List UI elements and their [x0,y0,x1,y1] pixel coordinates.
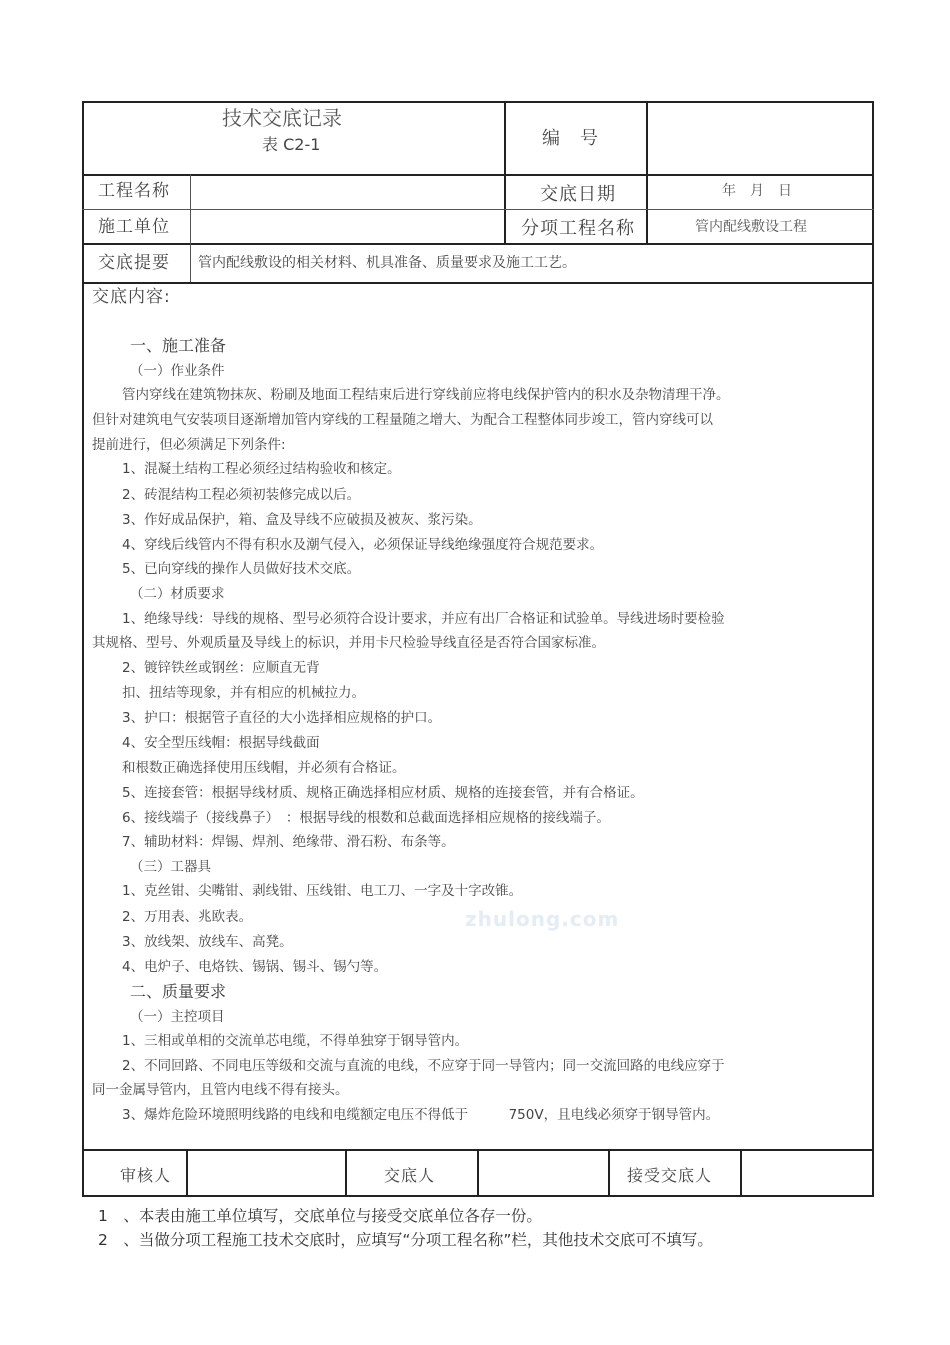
list-item: 3、爆炸危险环境照明线路的电线和电缆额定电压不得低于 750V，且电线必须穿于钢导管内。 [122,1107,720,1123]
date-value[interactable]: 年 月 日 [722,183,792,199]
section-heading: 二、质量要求 [130,982,227,1001]
paragraph-line: 同一金属导管内，且管内电线不得有接头。 [92,1082,349,1098]
paragraph-line: 其规格、型号、外观质量及导线上的标识，并用卡尺检验导线直径是否符合国家标准。 [92,635,605,651]
list-item: 4、穿线后线管内不得有积水及潮气侵入，必须保证导线绝缘强度符合规范要求。 [122,537,604,553]
info-row-line-1 [190,209,874,210]
info-label-divider [190,174,191,282]
form-title: 技术交底记录 [222,106,342,130]
form-code: 表 C2-1 [262,135,321,154]
list-item: 7、辅助材料：焊锡、焊剂、绝缘带、滑石粉、布条等。 [122,834,455,850]
summary-value[interactable]: 管内配线敷设的相关材料、机具准备、质量要求及施工工艺。 [198,255,576,271]
sig-divider-1 [186,1149,188,1197]
list-item: 2、不同回路、不同电压等级和交流与直流的电线，不应穿于同一导管内；同一交流回路的电线应穿于 [122,1058,725,1074]
list-item: 1、三相或单相的交流单芯电缆，不得单独穿于钢导管内。 [122,1033,469,1049]
list-item: 4、电炉子、电烙铁、锡锅、锡斗、锡勺等。 [122,959,388,975]
list-item: 1、克丝钳、尖嘴钳、剥线钳、压线钳、电工刀、一字及十字改锥。 [122,883,523,899]
sig-divider-5 [740,1149,742,1197]
list-item: 2、镀锌铁丝或钢丝：应顺直无背 [122,660,320,676]
date-label: 交底日期 [540,184,616,205]
list-item: 3、放线架、放线车、高凳。 [122,934,293,950]
list-item: 3、护口：根据管子直径的大小选择相应规格的护口。 [122,710,442,726]
paragraph-line: 管内穿线在建筑物抹灰、粉刷及地面工程结束后进行穿线前应将电线保护管内的积水及杂物清理干净。 [122,387,730,403]
list-item: 1、混凝土结构工程必须经过结构验收和核定。 [122,461,401,477]
paragraph-line: 提前进行，但必须满足下列条件: [92,437,286,453]
reviewer-label: 审核人 [120,1166,172,1185]
list-item: 3、作好成品保护，箱、盒及导线不应破损及被灰、浆污染。 [122,512,482,528]
header-divider-2 [646,101,648,243]
header-divider-1 [504,101,506,243]
sub-project-label: 分项工程名称 [521,218,635,239]
subsection-heading: （三）工器具 [130,859,211,875]
project-name-label: 工程名称 [98,181,170,201]
unit-label: 施工单位 [98,217,170,237]
summary-label: 交底提要 [98,253,170,273]
footnote: 2 、当做分项工程施工技术交底时，应填写“分项工程名称”栏，其他技术交底可不填写。 [98,1231,713,1249]
content-label: 交底内容: [92,287,171,307]
info-row-line-2 [82,243,874,245]
subsection-heading: （一）作业条件 [130,363,225,379]
list-item: 5、已向穿线的操作人员做好技术交底。 [122,561,361,577]
discloser-label: 交底人 [384,1166,436,1185]
subsection-heading: （一）主控项目 [130,1009,225,1025]
sig-divider-2 [345,1149,347,1197]
header-row-line [82,174,874,176]
table-border-left [82,101,84,1197]
subsection-heading: （二）材质要求 [130,586,225,602]
summary-row-line [82,282,874,284]
list-item: 5、连接套管：根据导线材质、规格正确选择相应材质、规格的连接套管，并有合格证。 [122,785,644,801]
receiver-label: 接受交底人 [627,1166,713,1185]
list-item: 2、万用表、兆欧表。 [122,909,253,925]
list-item: 4、安全型压线帽：根据导线截面 [122,735,320,751]
sig-divider-3 [477,1149,479,1197]
watermark-text: zhulong.com [465,907,620,931]
table-border-top [82,101,874,103]
sig-divider-4 [608,1149,610,1197]
paragraph-line: 但针对建筑电气安装项目逐渐增加管内穿线的工程量随之增大、为配合工程整体同步竣工，管内穿线可以 [92,412,713,428]
table-border-right [872,101,874,1197]
section-heading: 一、施工准备 [130,336,227,355]
list-item: 2、砖混结构工程必须初装修完成以后。 [122,487,361,503]
number-label: 编 号 [542,128,599,149]
footnote: 1 、本表由施工单位填写，交底单位与接受交底单位各存一份。 [98,1207,542,1225]
paragraph-line: 和根数正确选择使用压线帽，并必须有合格证。 [122,760,406,776]
list-item: 1、绝缘导线：导线的规格、型号必须符合设计要求，并应有出厂合格证和试验单。导线进场时要检验 [122,611,725,627]
paragraph-line: 扣、扭结等现象，并有相应的机械拉力。 [122,685,365,701]
list-item: 6、接线端子（接线鼻子） ：根据导线的根数和总截面选择相应规格的接线端子。 [122,810,610,826]
info-row-line-1b [82,209,190,210]
sub-project-value[interactable]: 管内配线敷设工程 [695,219,807,235]
